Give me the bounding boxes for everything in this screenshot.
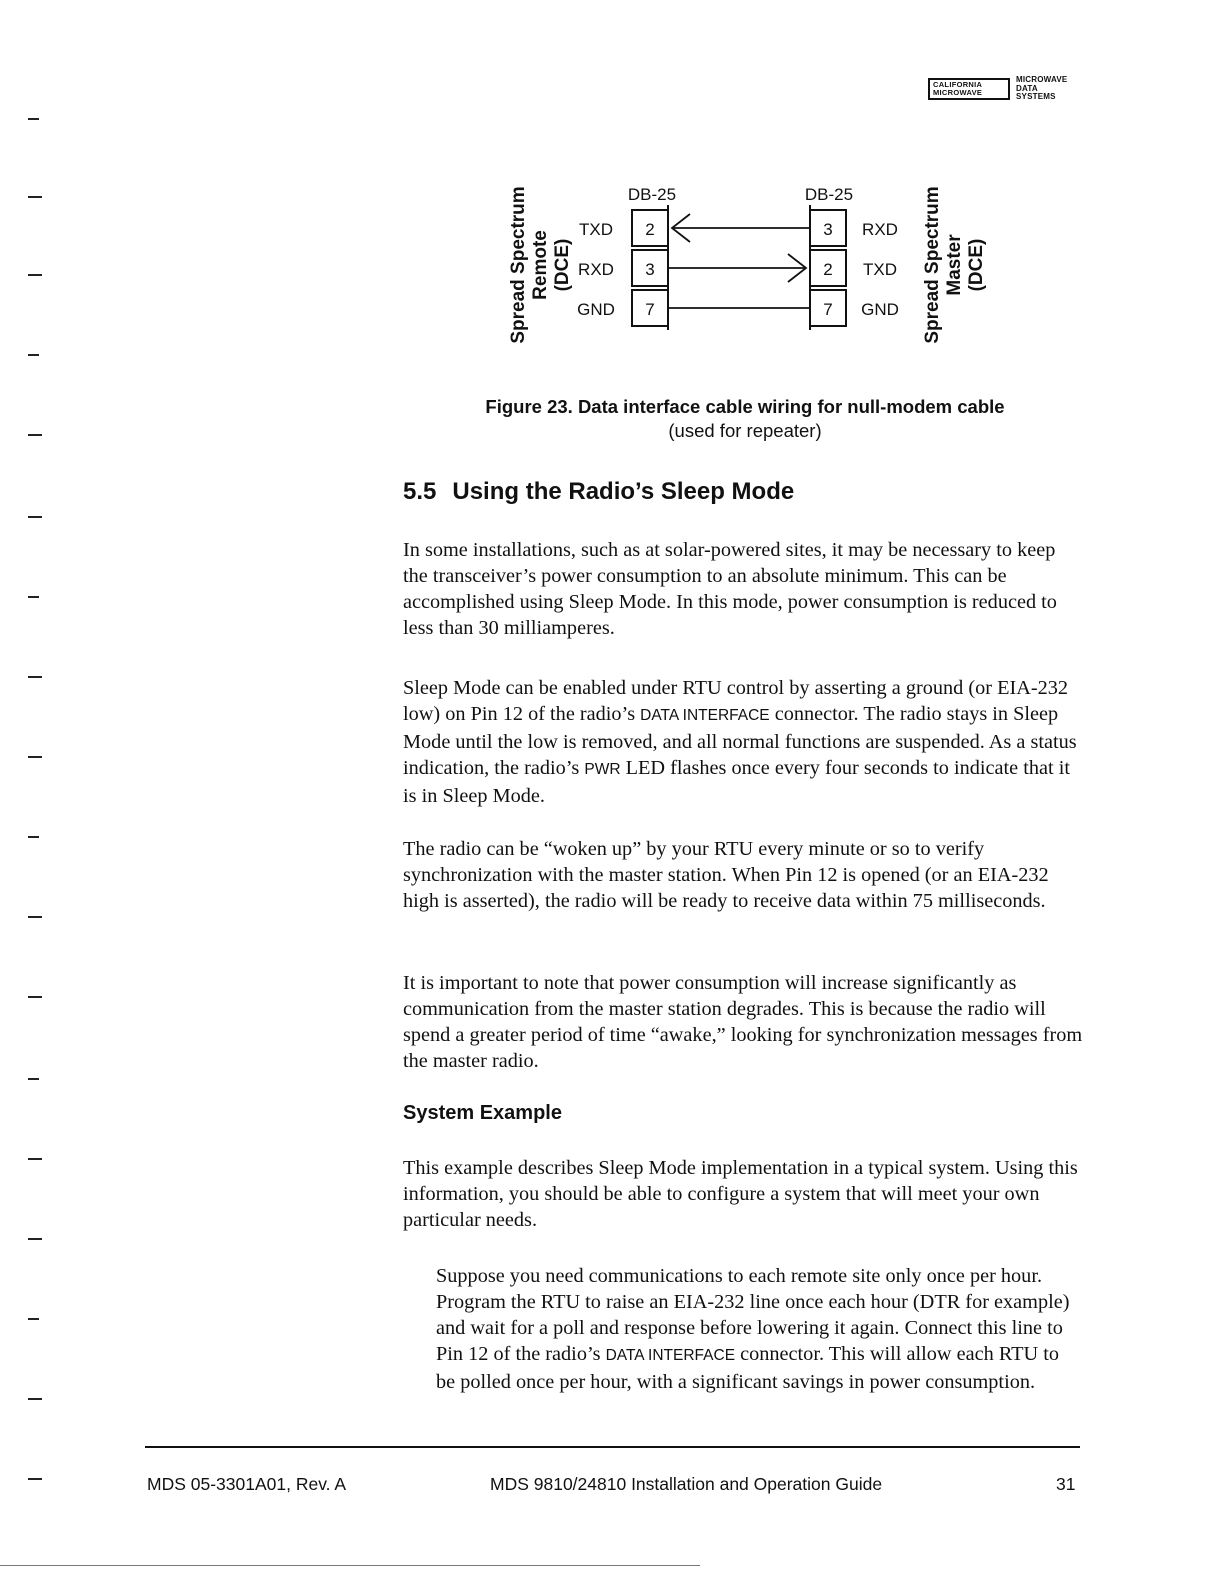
margin-mark <box>28 676 42 678</box>
p2-pwr: PWR <box>584 761 621 778</box>
logo-box-line2: MICROWAVE <box>933 88 983 97</box>
figure-caption-subtitle: (used for repeater) <box>668 420 822 441</box>
margin-mark <box>28 516 42 518</box>
section-title: Using the Radio’s Sleep Mode <box>452 478 795 505</box>
right-device-line2: Master <box>944 234 965 296</box>
wiring-diagram <box>0 0 1224 380</box>
p2-text-e: LED flashes once every four seconds to indicate that it is in Sleep Mode. <box>403 757 1070 807</box>
margin-mark <box>28 1318 39 1320</box>
margin-mark <box>28 1398 42 1400</box>
left-pin-number-2: 3 <box>645 260 655 279</box>
footer-doc-number: MDS 05-3301A01, Rev. A <box>147 1474 347 1494</box>
subsection-heading: System Example <box>403 1102 562 1124</box>
right-pin-number-3: 7 <box>823 300 833 319</box>
paragraph-example-intro: This example describes Sleep Mode implementation in a typical system. Using this information, you should be able to configure a system that will meet your own particular needs. <box>403 1157 1078 1231</box>
left-pin-signal-3: GND <box>577 300 615 319</box>
left-connector-label: DB-25 <box>627 185 677 204</box>
right-pin-signal-1: RXD <box>862 220 898 239</box>
right-device-line1: Spread Spectrum <box>922 186 943 344</box>
left-device-line3: (DCE) <box>552 238 573 292</box>
paragraph-power-consumption: In some installations, such as at solar-powered sites, it may be necessary to keep the transceiver’s power consumption to an absolute minimum. This can be accomplished using Sleep Mode. In this mode, power consumption is reduced to less than 30 milliamperes. <box>403 539 1057 639</box>
paragraph-enable-sleep <box>403 675 1083 809</box>
footer-guide-title: MDS 9810/24810 Installation and Operation Guide <box>490 1474 883 1494</box>
section-heading <box>403 478 794 506</box>
right-device-label <box>922 186 987 343</box>
right-device-line3: (DCE) <box>966 238 987 292</box>
footer-page-number: 31 <box>1056 1474 1076 1494</box>
left-pin-number-3: 7 <box>645 300 655 319</box>
left-pin-signal-1: TXD <box>579 220 613 239</box>
left-connector <box>577 205 668 330</box>
margin-mark <box>28 1478 42 1480</box>
paragraph-wake-up: The radio can be “woken up” by your RTU every minute or so to verify synchronization with the master station. When Pin 12 is opened (or an EIA-232 high is asserted), the radio will be ready to receive data within 75 milliseconds. <box>403 838 1049 912</box>
paragraph-example-detail <box>436 1263 1081 1395</box>
margin-mark <box>28 596 39 598</box>
logo-text-line1: MICROWAVE <box>1016 75 1068 84</box>
right-pin-signal-3: GND <box>861 300 899 319</box>
p2-text-c: connector. The radio stays in Sleep Mode until the low is removed, and all normal functions are suspended. As a status indication, the radio’s <box>403 703 1077 779</box>
logo-text-line3: SYSTEMS <box>1016 92 1056 101</box>
wires <box>668 214 810 308</box>
left-pin-number-1: 2 <box>645 220 655 239</box>
right-pin-signal-2: TXD <box>863 260 897 279</box>
paragraph-power-increase: It is important to note that power consumption will increase significantly as communication from the master station degrades. This is because the radio will spend a greater period of time “awake,” looking for synchronization messages from the master radio. <box>403 972 1083 1072</box>
figure-caption-title: Figure 23. Data interface cable wiring for null-modem cable <box>485 396 1005 417</box>
margin-mark <box>28 756 42 758</box>
p2-data-interface: DATA INTERFACE <box>640 707 770 724</box>
scan-edge-line <box>0 1565 700 1566</box>
right-pin-number-1: 3 <box>823 220 833 239</box>
left-device-line1: Spread Spectrum <box>508 186 529 344</box>
right-connector <box>810 205 899 330</box>
left-device-label <box>508 186 573 343</box>
right-connector-label: DB-25 <box>804 185 854 204</box>
logo-text-line2: DATA <box>1016 83 1038 93</box>
margin-mark <box>28 1238 42 1240</box>
margin-mark <box>28 1078 39 1080</box>
example-text-c: connector. This will allow each RTU to be polled once per hour, with a significant savings in power consumption. <box>436 1343 1060 1393</box>
margin-mark <box>28 996 42 998</box>
footer-rule <box>145 1446 1080 1448</box>
margin-mark <box>28 836 39 838</box>
logo-box-line1: CALIFORNIA <box>933 80 983 89</box>
figure-caption <box>400 395 1090 443</box>
margin-mark <box>28 916 42 918</box>
example-text-a: Suppose you need communications to each remote site only once per hour. Program the RTU to raise an EIA-232 line once each hour (DTR for example) and wait for a poll and response before lowering it again. Connect this line to Pin 12 of the radio’s <box>436 1265 1070 1365</box>
left-pin-signal-2: RXD <box>578 260 614 279</box>
margin-mark <box>28 1158 42 1160</box>
section-number: 5.5 <box>403 478 437 505</box>
margin-mark <box>28 434 42 436</box>
p2-text-a: Sleep Mode can be enabled under RTU control by asserting a ground (or EIA-232 low) on Pin 12 of the radio’s <box>403 677 1069 725</box>
example-data-interface: DATA INTERFACE <box>605 1347 736 1364</box>
right-pin-number-2: 2 <box>823 260 833 279</box>
left-device-line2: Remote <box>530 230 551 300</box>
